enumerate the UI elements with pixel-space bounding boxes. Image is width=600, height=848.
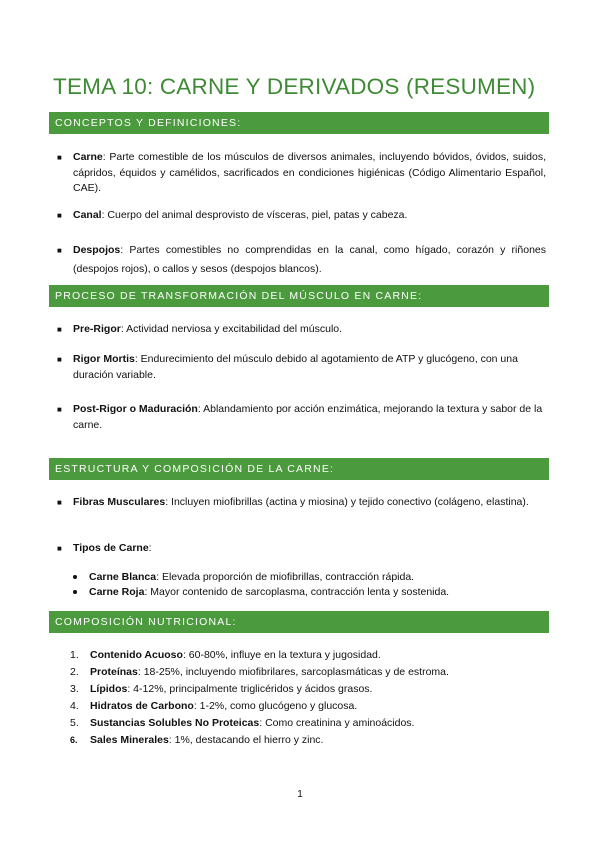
bullet-icon: ■ (57, 246, 62, 255)
term: Carne (73, 151, 103, 163)
definition: : 60-80%, influye en la textura y jugosidad. (182, 649, 381, 661)
numbered-item (70, 716, 563, 732)
term: Carne Roja (89, 586, 145, 598)
list-item-post-rigor (57, 402, 546, 433)
term: Contenido Acuoso (90, 649, 183, 661)
item-number: 3. (70, 683, 79, 695)
term: Hidratos de Carbono (90, 700, 194, 712)
item-number: 4. (70, 700, 79, 712)
bullet-icon: ■ (57, 498, 62, 507)
term: Canal (73, 209, 102, 221)
definition: : 1-2%, como glucógeno y glucosa. (193, 700, 358, 712)
definition: : Elevada proporción de miofibrillas, contracción rápida. (156, 571, 415, 583)
bullet-icon: ■ (57, 405, 62, 414)
page-title: TEMA 10: CARNE Y DERIVADOS (RESUMEN) (53, 74, 536, 99)
bullet-icon: ■ (57, 544, 62, 553)
term: Rigor Mortis (73, 353, 135, 365)
list-item-tipos (57, 541, 546, 557)
definition: : Partes comestibles no comprendidas en la canal, como hígado, corazón y riñones (despojos rojos), o callos y sesos (despojos blancos). (73, 244, 546, 275)
item-number: 6. (70, 735, 78, 745)
definition: : Incluyen miofibrillas (actina y miosina) y tejido conectivo (colágeno, elastina). (165, 496, 529, 508)
bullet-icon: ■ (57, 211, 62, 220)
page-number: 1 (297, 789, 303, 800)
term: Fibras Musculares (73, 496, 166, 508)
bullet-dot-icon (73, 590, 77, 594)
bullet-icon: ■ (57, 325, 62, 334)
section-header-proceso: PROCESO DE TRANSFORMACIÓN DEL MÚSCULO EN CARNE: (49, 285, 549, 307)
definition: : Ablandamiento por acción enzimática, mejorando la textura y sabor de la carne. (73, 403, 543, 431)
definition: : Endurecimiento del músculo debido al agotamiento de ATP y glucógeno, con una duración variable. (73, 353, 518, 381)
bullet-icon: ■ (57, 355, 62, 364)
numbered-item (70, 682, 563, 698)
term: Lípidos (90, 683, 128, 695)
definition: : 1%, destacando el hierro y zinc. (168, 734, 324, 746)
term: Pre-Rigor (73, 323, 121, 335)
numbered-item (70, 648, 563, 664)
section-header-estructura: ESTRUCTURA Y COMPOSICIÓN DE LA CARNE: (49, 458, 549, 480)
sublist-item-carne-roja (89, 585, 549, 601)
term: Despojos (73, 244, 121, 256)
list-item-canal (57, 208, 546, 224)
item-number: 2. (70, 666, 79, 678)
item-number: 5. (70, 717, 79, 729)
numbered-item (70, 699, 563, 715)
definition: : Mayor contenido de sarcoplasma, contracción lenta y sostenida. (144, 586, 450, 598)
list-item-despojos (57, 241, 546, 279)
list-item-fibras (57, 495, 546, 511)
term: Tipos de Carne (73, 542, 149, 554)
bullet-dot-icon (73, 575, 77, 579)
definition: : (148, 542, 152, 554)
sublist-item-carne-blanca (89, 570, 549, 586)
definition: : Como creatinina y aminoácidos. (259, 717, 415, 729)
term: Sales Minerales (90, 734, 169, 746)
section-header-conceptos: CONCEPTOS Y DEFINICIONES: (49, 112, 549, 134)
bullet-icon: ■ (57, 153, 62, 162)
definition: : 4-12%, principalmente triglicéridos y ácidos grasos. (127, 683, 373, 695)
term: Proteínas (90, 666, 138, 678)
definition: : Actividad nerviosa y excitabilidad del músculo. (120, 323, 343, 335)
list-item-pre-rigor (57, 322, 546, 338)
section-header-nutricional: COMPOSICIÓN NUTRICIONAL: (49, 611, 549, 633)
list-item-rigor-mortis (57, 352, 546, 383)
definition: : Parte comestible de los músculos de diversos animales, incluyendo bóvidos, óvidos, suidos, cápridos, équidos y camélidos, sacrificados en condiciones higiénicas (Código Alimentario Español, CAE). (73, 151, 546, 194)
numbered-item (70, 665, 563, 681)
list-item-carne (57, 150, 546, 197)
definition: : 18-25%, incluyendo miofibrilares, sarcoplasmáticas y de estroma. (137, 666, 449, 678)
term: Sustancias Solubles No Proteicas (90, 717, 260, 729)
item-number: 1. (70, 649, 79, 661)
term: Post-Rigor o Maduración (73, 403, 198, 415)
numbered-item (70, 733, 563, 749)
definition: : Cuerpo del animal desprovisto de vísceras, piel, patas y cabeza. (101, 209, 408, 221)
term: Carne Blanca (89, 571, 157, 583)
